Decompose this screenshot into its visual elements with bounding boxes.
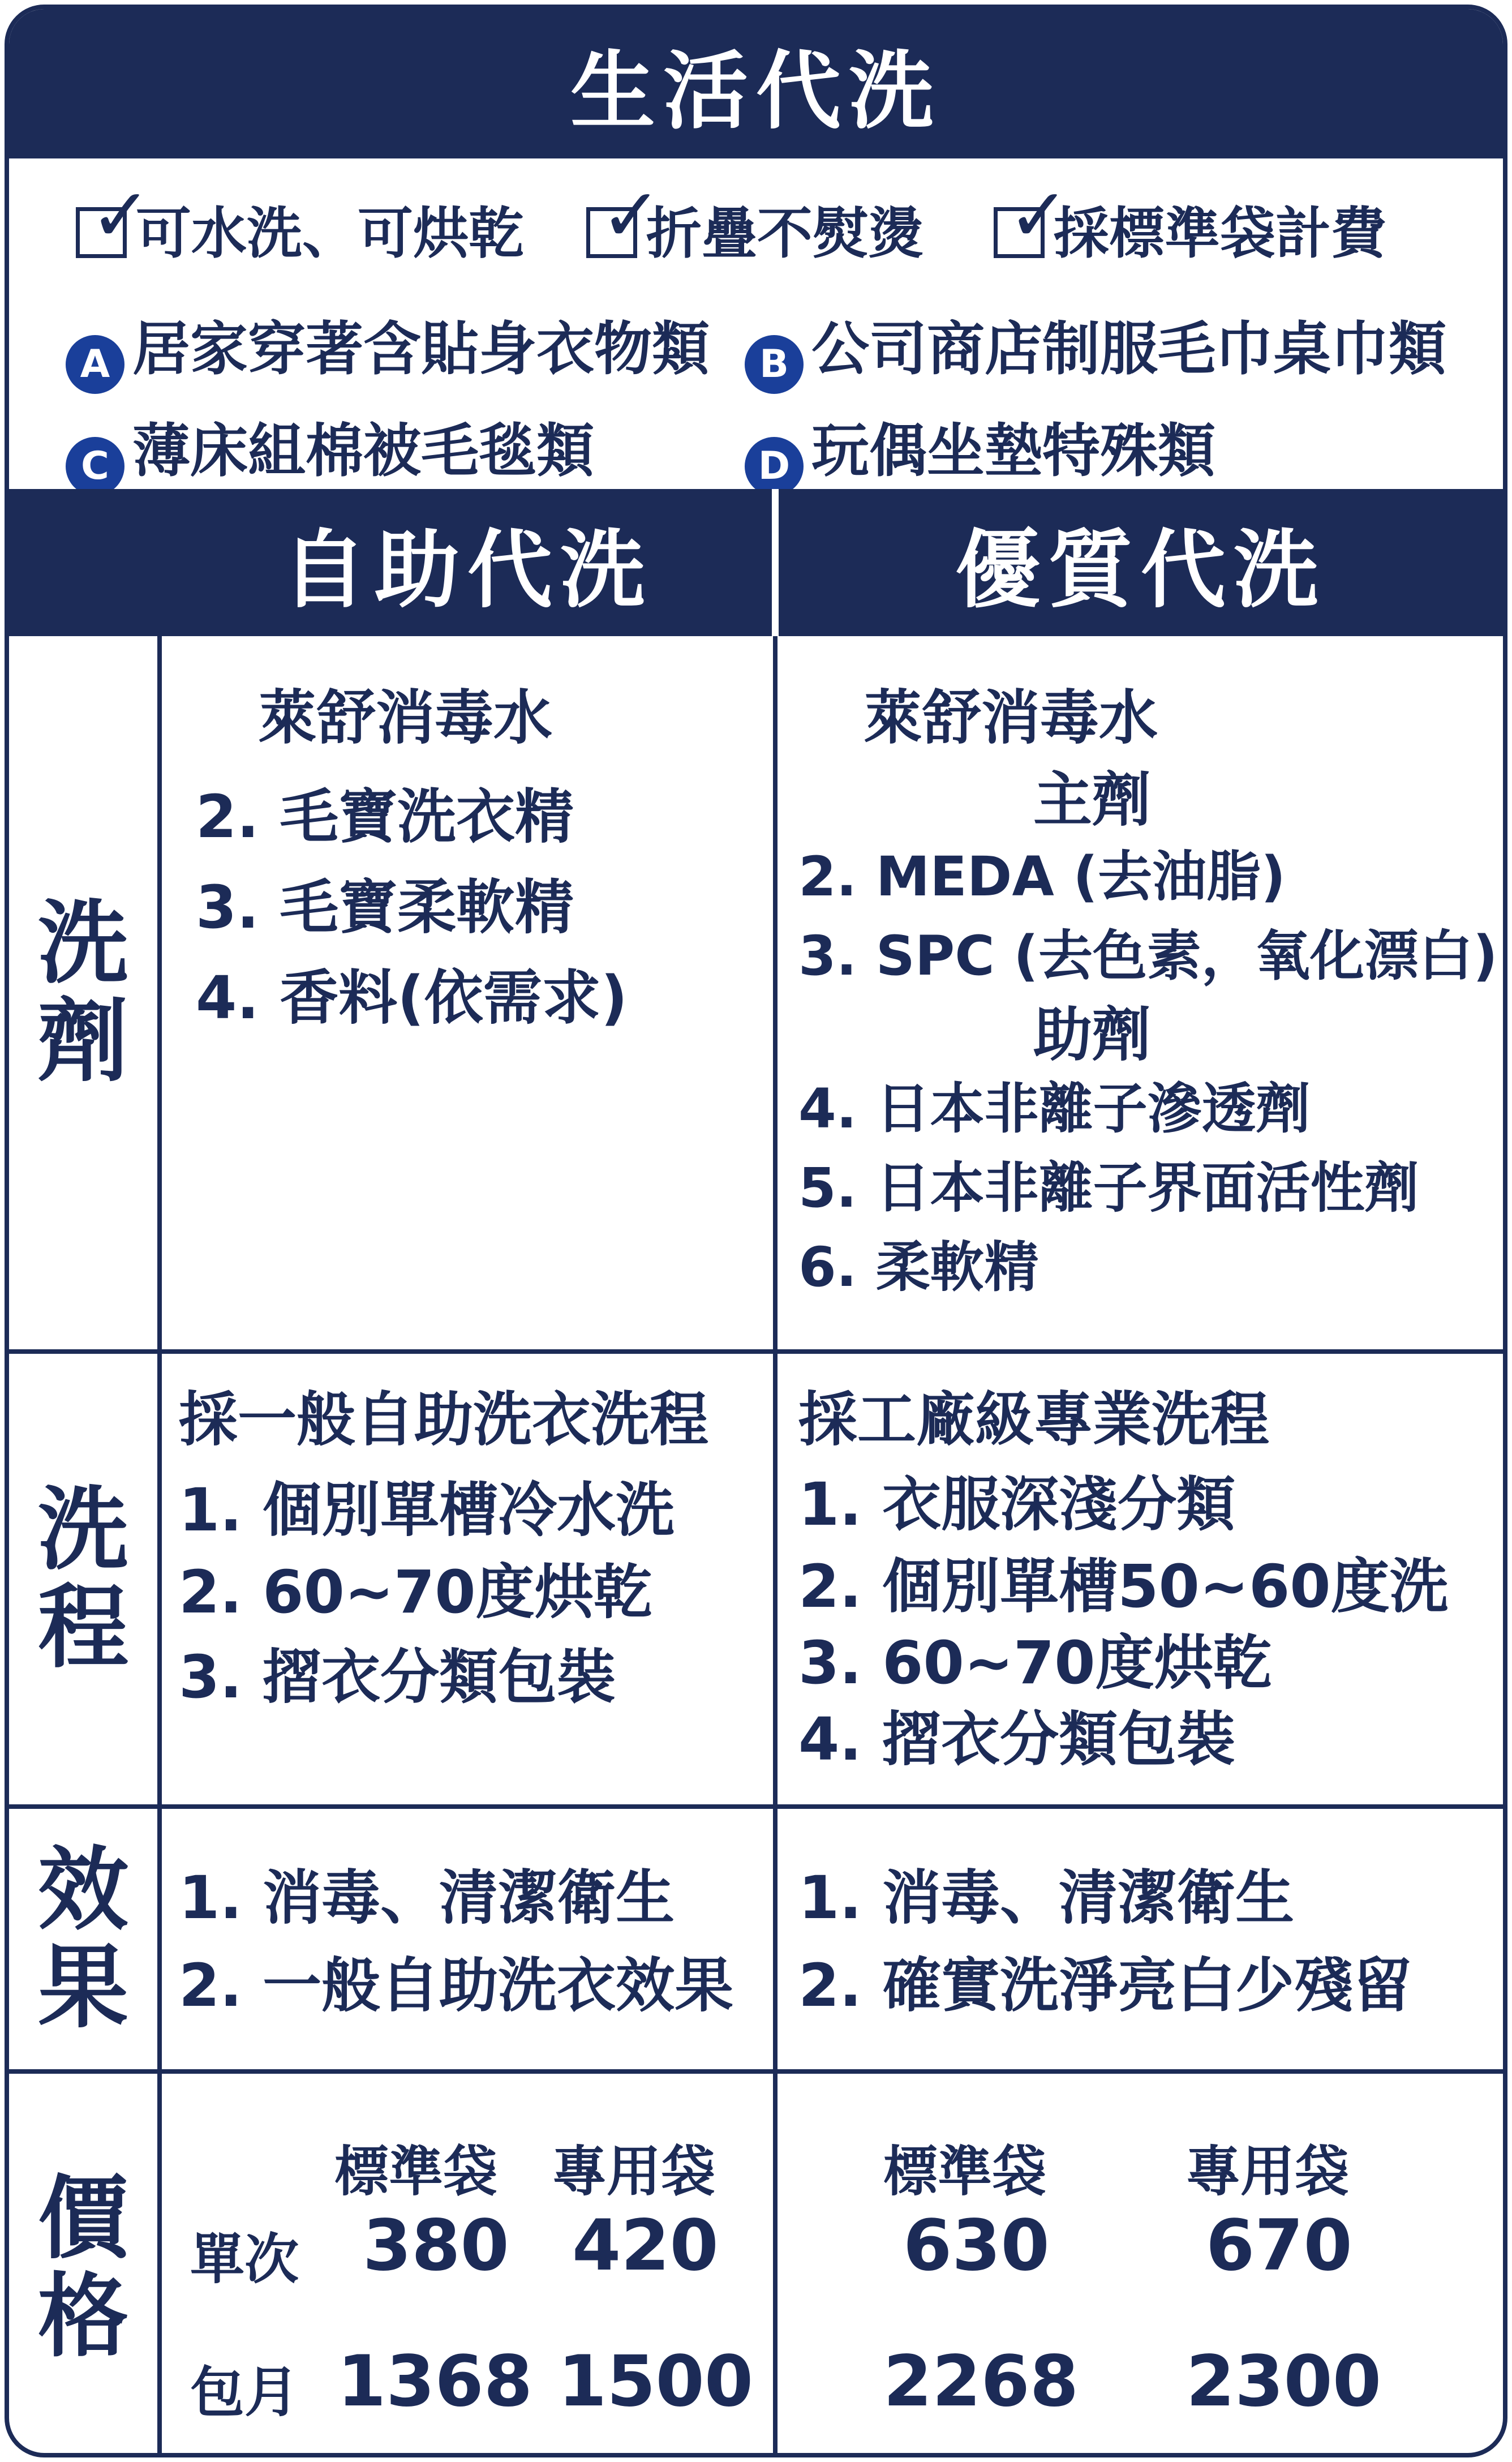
process-premium-line: 1. 衣服深淺分類 xyxy=(798,1470,1236,1539)
grid-line xyxy=(773,636,778,2457)
process-self-line: 2. 60~70度烘乾 xyxy=(179,1558,652,1627)
check-label: 採標準袋計費 xyxy=(1054,201,1387,266)
detergent-premium-line: 5. 日本非離子界面活性劑 xyxy=(798,1156,1419,1220)
process-premium-line: 4. 摺衣分類包裝 xyxy=(798,1705,1236,1774)
check-label: 折疊不熨燙 xyxy=(646,201,924,266)
checkbox-icon: ✓ xyxy=(586,207,637,258)
detergent-self-line: 4. 香料(依需求) xyxy=(196,963,628,1032)
price-label-monthly: 包月 xyxy=(190,2361,299,2424)
row-label-price xyxy=(9,2074,157,2457)
badge-a-icon: A xyxy=(66,335,124,394)
detergent-premium-line: 2. MEDA (去油脂) xyxy=(798,845,1286,908)
price-header-standard: 標準袋 xyxy=(334,2140,497,2203)
row-label-process xyxy=(9,1354,157,1804)
grid-line xyxy=(9,1804,1503,1809)
price-value: 1500 xyxy=(558,2341,754,2422)
detergent-self-line: 3. 毛寶柔軟精 xyxy=(196,873,574,942)
row-label-char: 洗 xyxy=(37,890,128,997)
price-value: 670 xyxy=(1206,2205,1352,2287)
grid-line xyxy=(9,1349,1503,1354)
row-label-char: 價 xyxy=(37,2165,128,2272)
badge-d-icon: D xyxy=(745,437,804,496)
process-premium-line: 2. 個別單槽50~60度洗 xyxy=(798,1552,1449,1621)
price-header-standard: 標準袋 xyxy=(883,2140,1046,2203)
price-label-single: 單次 xyxy=(190,2228,299,2291)
category-label: 薄床組棉被毛毯類 xyxy=(132,418,594,485)
price-header-special: 專用袋 xyxy=(552,2140,715,2203)
effect-self-line: 1. 消毒、清潔衛生 xyxy=(179,1863,675,1932)
category-item xyxy=(66,405,594,496)
row-label-char: 程 xyxy=(37,1575,128,1680)
price-value: 380 xyxy=(363,2205,509,2287)
process-premium-line: 採工廠級專業洗程 xyxy=(798,1385,1270,1454)
category-item xyxy=(66,303,710,394)
check-label: 可水洗、可烘乾 xyxy=(136,201,525,266)
service-card xyxy=(5,5,1507,2457)
detergent-premium-line: 萊舒消毒水 xyxy=(864,683,1158,752)
price-value: 420 xyxy=(572,2205,719,2287)
category-item xyxy=(745,303,1446,394)
check-item xyxy=(76,172,525,269)
check-item xyxy=(586,172,924,269)
price-value: 630 xyxy=(903,2205,1050,2287)
process-premium-line: 3. 60~70度烘乾 xyxy=(798,1628,1272,1697)
detergent-premium-line: 助劑 xyxy=(1033,1000,1152,1069)
detergent-premium-line: 4. 日本非離子滲透劑 xyxy=(798,1077,1311,1140)
price-value: 2268 xyxy=(883,2341,1079,2422)
row-label-detergent xyxy=(9,636,157,1349)
process-self-line: 3. 摺衣分類包裝 xyxy=(179,1642,616,1712)
category-item xyxy=(745,405,1215,496)
row-label-char: 格 xyxy=(37,2263,128,2369)
grid-line xyxy=(157,636,162,2457)
page-title: 生活代洗 xyxy=(570,42,942,141)
checkbox-icon: ✓ xyxy=(994,207,1045,258)
checkbox-icon: ✓ xyxy=(76,207,127,258)
badge-b-icon: B xyxy=(745,335,804,394)
column-header-premium: 優質代洗 xyxy=(955,521,1326,620)
badge-c-icon: C xyxy=(66,437,124,496)
price-header-special: 專用袋 xyxy=(1186,2140,1349,2203)
column-header-self: 自助代洗 xyxy=(281,521,653,620)
detergent-premium-line: 6. 柔軟精 xyxy=(798,1236,1039,1299)
detergent-premium-line: 主劑 xyxy=(1033,765,1152,834)
process-self-line: 1. 個別單槽冷水洗 xyxy=(179,1476,675,1545)
header-divider xyxy=(772,489,779,636)
effect-premium-line: 1. 消毒、清潔衛生 xyxy=(798,1863,1295,1932)
process-self-line: 採一般自助洗衣洗程 xyxy=(179,1385,709,1454)
detergent-premium-line: 3. SPC (去色素，氧化漂白) xyxy=(798,924,1498,988)
category-label: 居家穿著含貼身衣物類 xyxy=(132,316,710,383)
grid-line xyxy=(9,2069,1503,2074)
category-label: 玩偶坐墊特殊類 xyxy=(811,418,1215,485)
row-label-char: 劑 xyxy=(37,988,128,1094)
title-bar xyxy=(9,9,1503,158)
row-label-char: 果 xyxy=(37,1935,128,2040)
detergent-self-line: 萊舒消毒水 xyxy=(258,683,553,752)
price-value: 2300 xyxy=(1186,2341,1382,2422)
row-label-char: 效 xyxy=(37,1837,128,1943)
row-label-char: 洗 xyxy=(37,1477,128,1583)
check-item xyxy=(994,172,1387,269)
category-label: 公司商店制服毛巾桌巾類 xyxy=(811,316,1446,383)
row-label-effect xyxy=(9,1809,157,2069)
price-value: 1368 xyxy=(337,2341,533,2422)
detergent-self-line: 2. 毛寶洗衣精 xyxy=(196,782,574,851)
effect-self-line: 2. 一般自助洗衣效果 xyxy=(179,1951,734,2020)
effect-premium-line: 2. 確實洗淨亮白少殘留 xyxy=(798,1951,1412,2020)
